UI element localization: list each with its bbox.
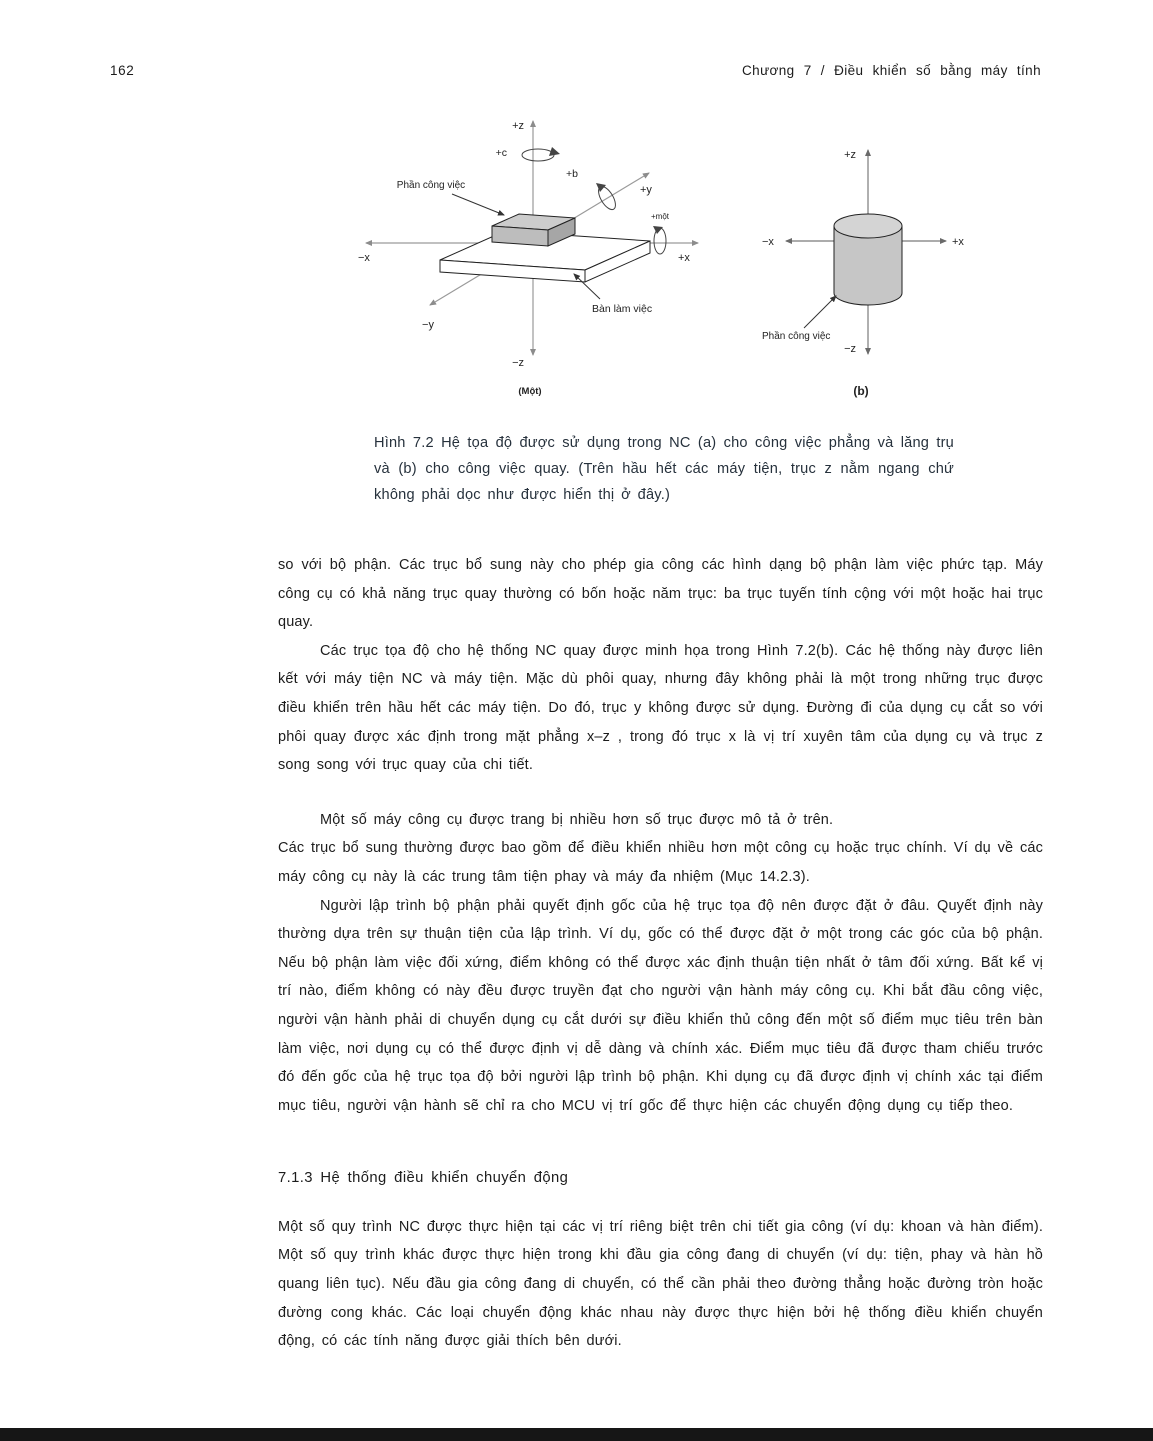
axis-label-pz: +z [844,149,856,161]
diagram-b [740,128,980,403]
paragraph-continuation: so với bộ phận. Các trục bổ sung này cho phép gia công các hình dạng bộ phận làm việc phức tạp. Máy công cụ có khả năng trục quay thường có bốn hoặc năm trục: ba trục tuyến tính cộng với một hoặc hai trục quay. [278,557,1043,631]
axis-label-nz: −z [512,357,524,369]
axis-label-nx: −x [358,252,370,264]
paragraph-extra-axes [278,806,1043,892]
workpiece-leader-arrow [452,194,504,215]
paragraph-motion-control: Một số quy trình NC được thực hiện tại các vị trí riêng biệt trên chi tiết gia công (ví dụ: khoan và hàn điểm). Một số quy trình khác được thực hiện trong khi đầu gia công đang di chuyển (ví dụ: tiện, phay và hàn hồ quang liên tục). Nếu đầu gia công đang di chuyển, có thể cần phải theo đường thẳng hoặc đường tròn hoặc đường cong khác. Các loại chuyển động khác nhau này được thực hiện bởi hệ thống điều khiển chuyển động, có các tính năng được giải thích bên dưới. [278,1218,1043,1350]
subfigure-b-label: (b) [853,384,869,398]
rotation-label-a: +một [650,212,670,221]
page-number: 162 [110,63,135,78]
workpiece-leader-arrow [804,296,836,328]
axis-label-nx: −x [762,236,774,248]
chapter-running-title: Chương 7 / Điều khiển số bằng máy tính [742,63,1041,78]
rotation-label-b: +b [566,168,578,180]
workpiece-label: Phần công việc [396,180,466,191]
rotation-a-arrow [653,226,666,254]
paragraph-rotary-axes: Các trục tọa độ cho hệ thống NC quay được minh họa trong Hình 7.2(b). Các hệ thống này được liên kết với máy tiện NC và máy tiện. Mặc dù phôi quay, nhưng đây không phải là một trong những trục được điều khiển trên hầu hết các máy tiện. Do đó, trục y không được sử dụng. Đường đi của dụng cụ cắt so với phôi quay được xác định trong mặt phẳng x–z , trong đó trục x là vị trí xuyên tâm của dụng cụ và trục z song song với trục quay của chi tiết. [278,642,1043,774]
body-text [278,551,1043,1356]
axis-label-ny: −y [422,319,434,331]
axis-label-py: +y [640,184,652,196]
axis-label-pz: +z [512,120,524,132]
worktable-label: Bàn làm việc [592,303,653,315]
rotation-c-arrow [522,147,560,161]
paragraph-line: Các trục bổ sung thường được bao gồm để điều khiển nhiều hơn một công cụ hoặc trục chính. Ví dụ về các máy công cụ này là các trung tâm tiện phay và máy đa nhiệm (Mục 14.2.3). [278,840,1043,885]
section-heading: 7.1.3 Hệ thống điều khiển chuyển động [278,1170,569,1187]
page-header [110,63,1041,78]
workpiece-cylinder [834,214,902,305]
rotation-b-arrow [595,183,619,212]
rotation-label-c: +c [495,147,507,159]
axis-label-px: +x [678,252,690,264]
subfigure-a-label: (Một) [518,386,542,397]
page-bottom-bar [0,1428,1153,1441]
paragraph-origin: Người lập trình bộ phận phải quyết định gốc của hệ trục tọa độ nên được đặt ở đâu. Quyết định này thường dựa trên sự thuận tiện của lập trình. Ví dụ, gốc có thể được đặt ở một trong các góc của bộ phận. Nếu bộ phận làm việc đối xứng, điểm không có thể được xác định thuận tiện nhất ở tâm đối xứng. Bất kể vị trí nào, điểm không có này đều được truyền đạt cho người vận hành máy công cụ. Khi bắt đầu công việc, người vận hành phải di chuyển dụng cụ cắt dưới sự điều khiển thủ công đến một số điểm mục tiêu trên bàn làm việc, nơi dụng cụ có thể được định vị dễ dàng và chính xác. Điểm mục tiêu đã được tham chiếu trước đó đến gốc của hệ trục tọa độ bởi người lập trình bộ phận. Khi dụng cụ đã được định vị chính xác tại điểm mục tiêu, người vận hành sẽ chỉ ra cho MCU vị trí gốc để thực hiện các chuyển động dụng cụ tiếp theo. [278,897,1043,1114]
paragraph-line: Một số máy công cụ được trang bị nhiều hơn số trục được mô tả ở trên. [320,811,834,828]
figure-caption: Hình 7.2 Hệ tọa độ được sử dụng trong NC (a) cho công việc phẳng và lăng trụ và (b) cho công việc quay. (Trên hầu hết các máy tiện, trục z nằm ngang chứ không phải dọc như được hiển thị ở đây.) [374,435,954,503]
workpiece-label: Phần công việc [762,331,831,342]
diagram-a [300,103,720,413]
axis-label-px: +x [952,236,964,248]
axis-label-nz: −z [844,343,856,355]
